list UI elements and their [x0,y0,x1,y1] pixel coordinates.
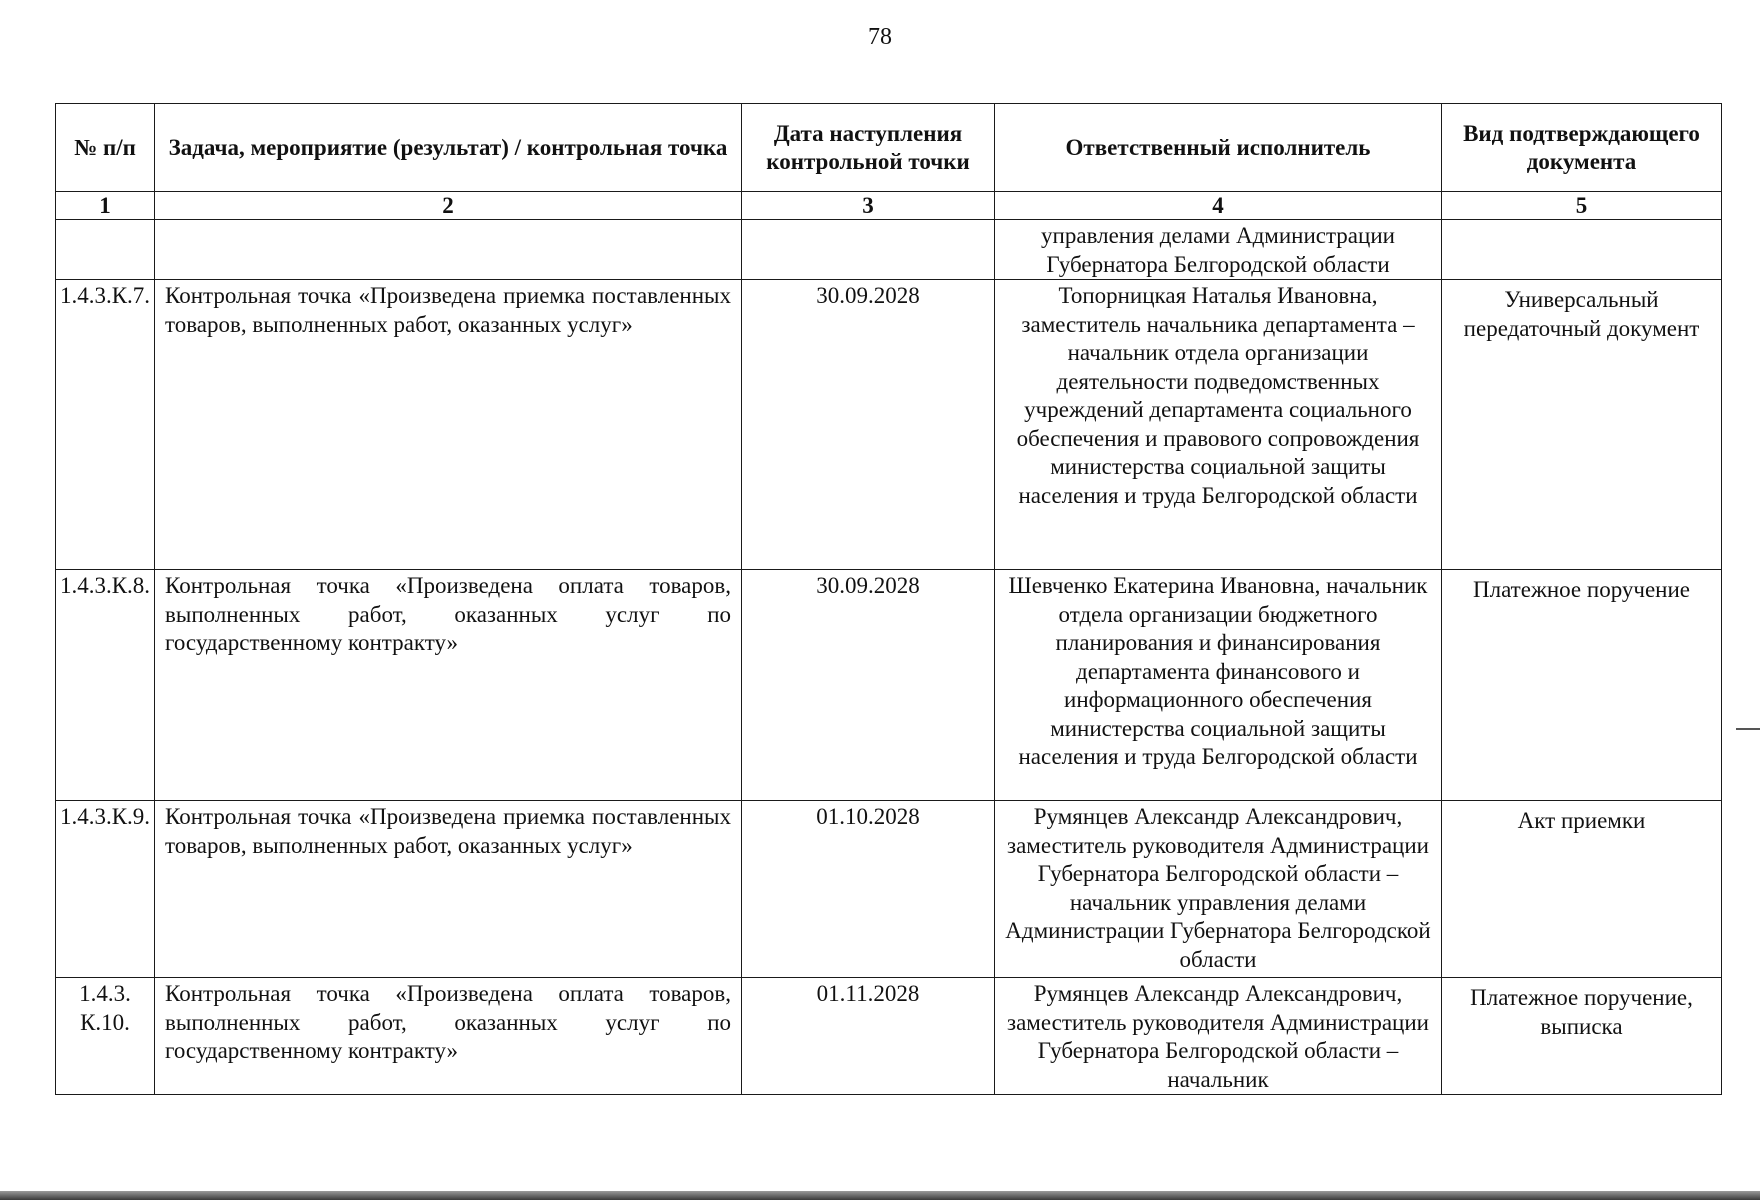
table-body [56,220,1722,1095]
header-document: Вид подтверждающего документа [1442,104,1722,192]
header-executor: Ответственный исполнитель [995,104,1442,192]
cell-executor: Румянцев Александр Александрович, заместитель руководителя Администрации Губернатора Белгородской области – начальник [995,978,1442,1095]
cell-executor: Топорницкая Наталья Ивановна, заместитель начальника департамента – начальник отдела организации деятельности подведомственных учреждений департамента социального обеспечения и правового сопровождения министерства социальной защиты населения и труда Белгородской области [995,280,1442,570]
column-number-row [56,192,1722,220]
page-number: 78 [868,24,892,50]
cell-date: 01.11.2028 [742,978,995,1095]
cell-number: 1.4.3. К.10. [56,978,155,1095]
cell-number: 1.4.3.К.9. [56,801,155,978]
cell-document: Универсальный передаточный документ [1442,280,1722,570]
cell-date [742,220,995,280]
control-points-table [55,103,1722,1095]
cell-task [155,220,742,280]
table-row [56,280,1722,570]
cell-document [1442,220,1722,280]
column-number: 2 [155,192,742,220]
scan-mark [1736,728,1760,730]
cell-document: Акт приемки [1442,801,1722,978]
cell-task: Контрольная точка «Произведена приемка поставленных товаров, выполненных работ, оказанных услуг» [155,801,742,978]
column-number: 3 [742,192,995,220]
column-number: 5 [1442,192,1722,220]
scan-edge [0,1191,1760,1200]
header-task: Задача, мероприятие (результат) / контрольная точка [155,104,742,192]
cell-executor: Шевченко Екатерина Ивановна, начальник отдела организации бюджетного планирования и финансирования департамента финансового и информационного обеспечения министерства социальной защиты населения и труда Белгородской области [995,570,1442,801]
cell-task: Контрольная точка «Произведена оплата товаров, выполненных работ, оказанных услуг по государственному контракту» [155,570,742,801]
cell-number: 1.4.3.К.8. [56,570,155,801]
table-header [56,104,1722,220]
header-number: № п/п [56,104,155,192]
cell-date: 30.09.2028 [742,280,995,570]
cell-task: Контрольная точка «Произведена оплата товаров, выполненных работ, оказанных услуг по государственному контракту» [155,978,742,1095]
table-row [56,570,1722,801]
cell-document: Платежное поручение, выписка [1442,978,1722,1095]
cell-date: 01.10.2028 [742,801,995,978]
table-row [56,801,1722,978]
header-date: Дата наступления контрольной точки [742,104,995,192]
cell-executor: Румянцев Александр Александрович, заместитель руководителя Администрации Губернатора Белгородской области – начальник управления делами Администрации Губернатора Белгородской области [995,801,1442,978]
column-number: 1 [56,192,155,220]
cell-date: 30.09.2028 [742,570,995,801]
table-row [56,978,1722,1095]
header-row [56,104,1722,192]
cell-executor: управления делами Администрации Губернатора Белгородской области [995,220,1442,280]
cell-number [56,220,155,280]
cell-document: Платежное поручение [1442,570,1722,801]
cell-task: Контрольная точка «Произведена приемка поставленных товаров, выполненных работ, оказанных услуг» [155,280,742,570]
table-row [56,220,1722,280]
cell-number: 1.4.3.К.7. [56,280,155,570]
column-number: 4 [995,192,1442,220]
